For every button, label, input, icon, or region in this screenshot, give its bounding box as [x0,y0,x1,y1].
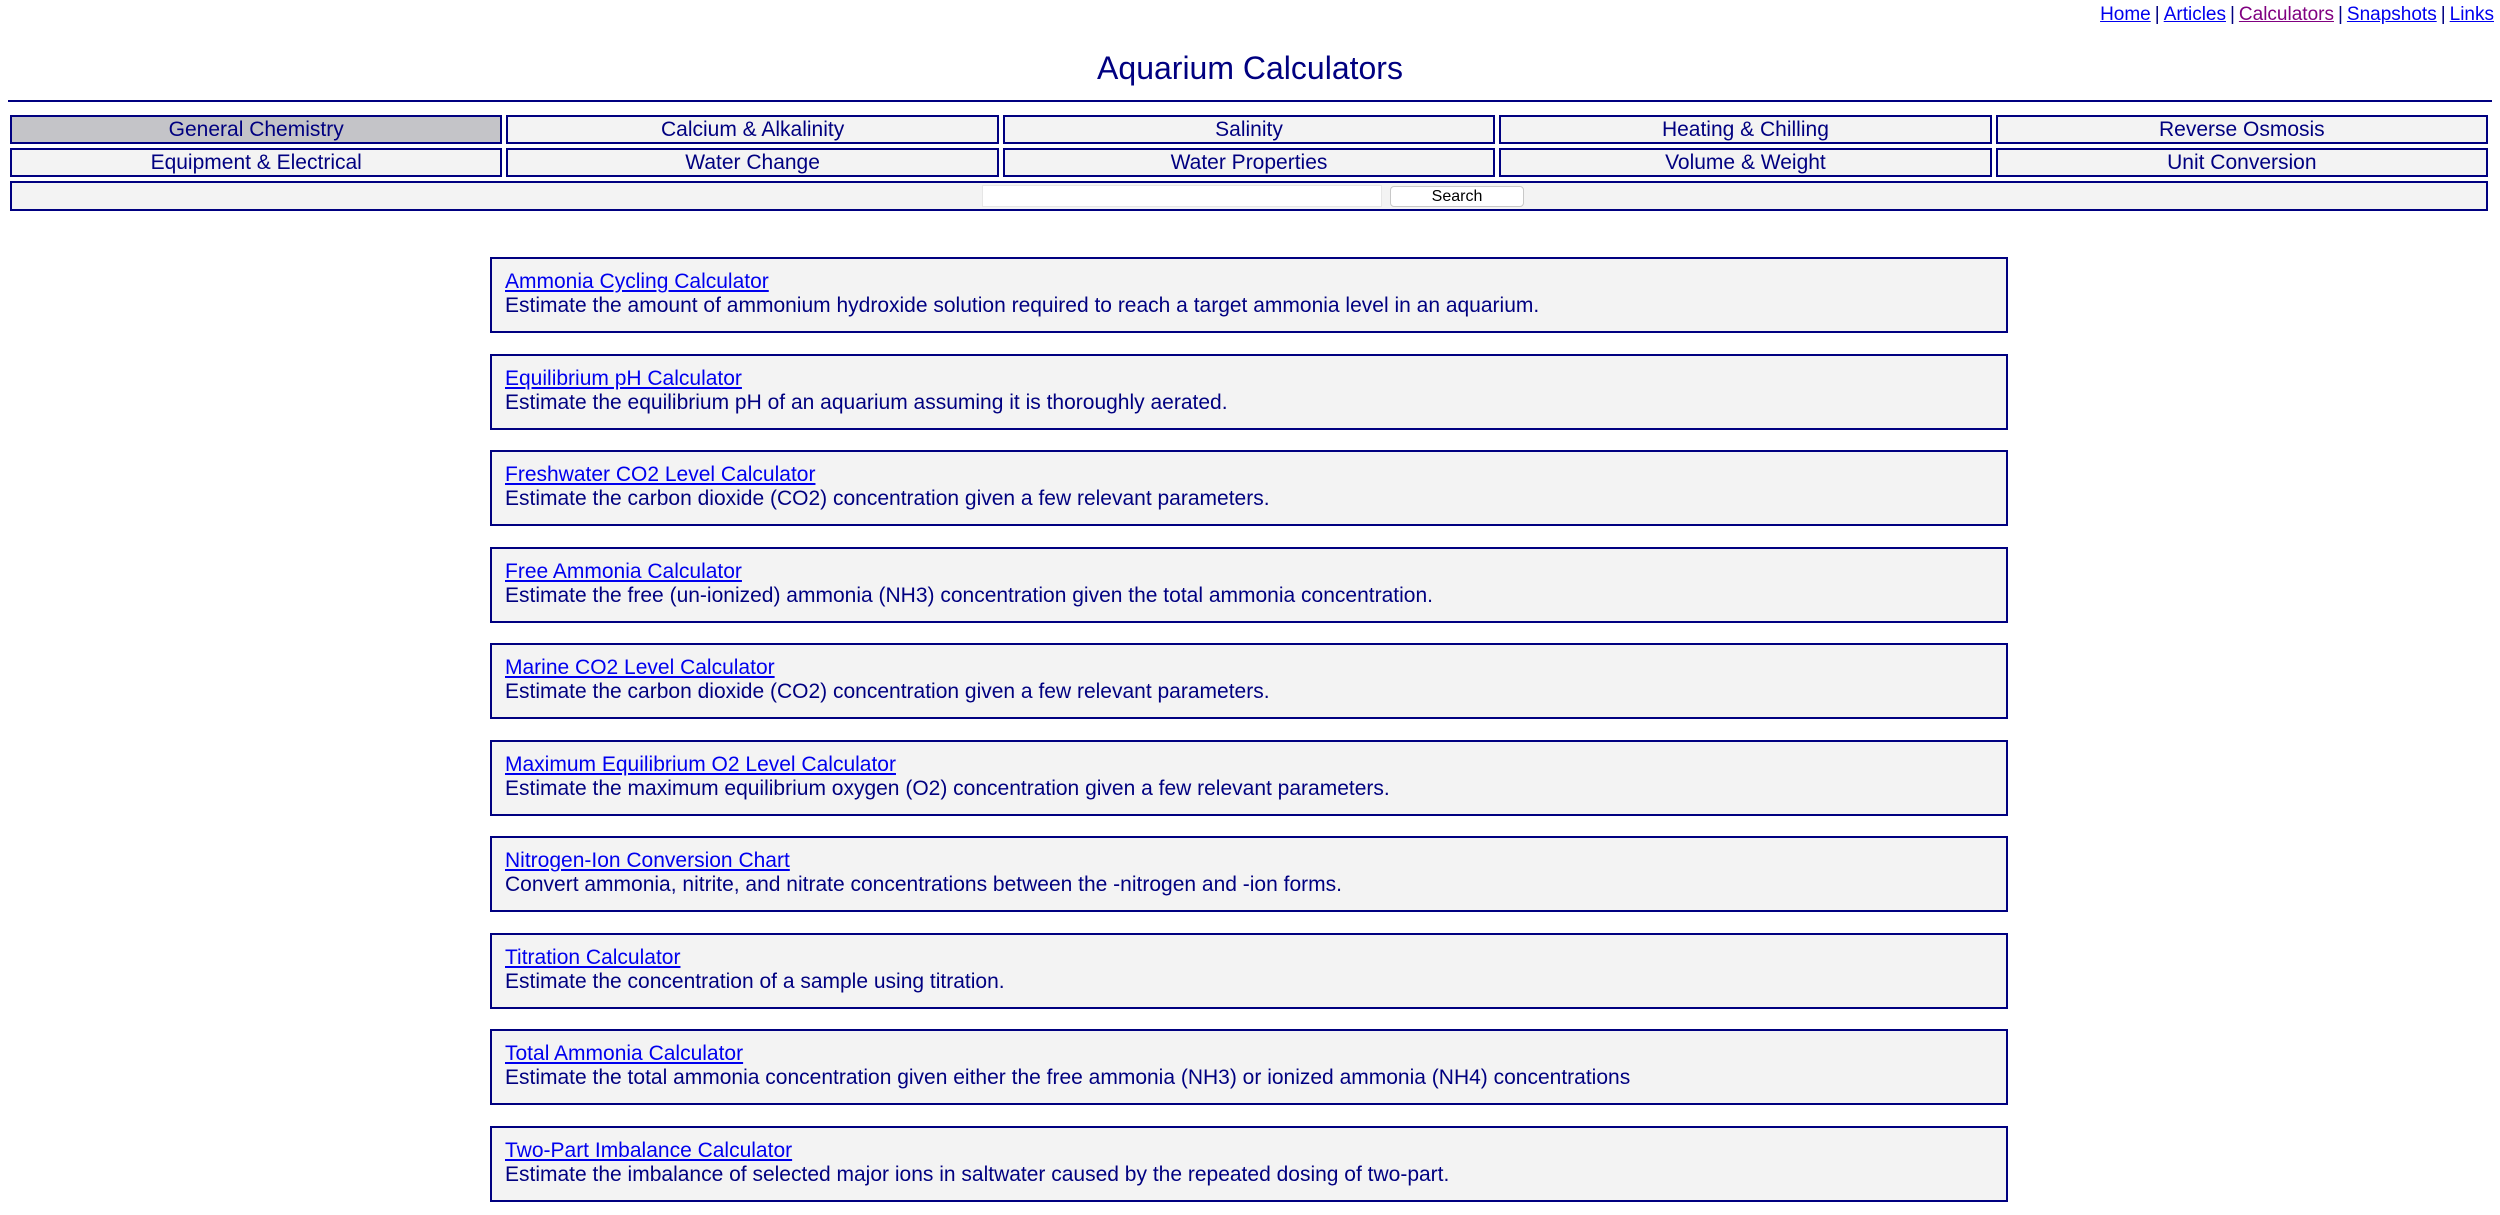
page-title: Aquarium Calculators [1097,50,1403,86]
nav-link-links[interactable]: Links [2449,4,2494,25]
category-equipment-electrical[interactable]: Equipment & Electrical [10,148,502,177]
category-water-change[interactable]: Water Change [506,148,998,177]
category-water-properties[interactable]: Water Properties [1003,148,1495,177]
nav-link-calculators[interactable]: Calculators [2238,4,2334,25]
calculator-link-total-ammonia[interactable]: Total Ammonia Calculator [505,1042,744,1065]
calculator-description: Estimate the total ammonia concentration given either the free ammonia (NH3) or ionized ammonia (NH4) concentrations [505,1066,1631,1089]
nav-link-home[interactable]: Home [2100,4,2151,25]
calculator-description: Estimate the equilibrium pH of an aquarium assuming it is thoroughly aerated. [505,390,1228,414]
calculator-list [490,257,2008,1215]
calculator-card [490,1126,2008,1202]
calculator-link-max-equilibrium-o2[interactable]: Maximum Equilibrium O2 Level Calculator [505,752,896,776]
calculator-card [490,740,2008,816]
calculator-description: Estimate the maximum equilibrium oxygen (O2) concentration given a few relevant parameters. [505,776,1390,800]
calculator-description: Estimate the free (un-ionized) ammonia (NH3) concentration given the total ammonia concentration. [505,583,1433,607]
title-divider [8,100,2492,102]
calculator-card [490,257,2008,333]
calculator-card [490,643,2008,719]
category-general-chemistry[interactable]: General Chemistry [10,115,502,144]
calculator-description: Convert ammonia, nitrite, and nitrate concentrations between the -nitrogen and -ion forms. [505,873,1342,896]
calculator-link-marine-co2[interactable]: Marine CO2 Level Calculator [505,656,775,679]
category-reverse-osmosis[interactable]: Reverse Osmosis [1996,115,2488,144]
category-row [10,148,2488,177]
calculator-link-freshwater-co2[interactable]: Freshwater CO2 Level Calculator [505,463,816,486]
category-grid [10,115,2488,211]
nav-link-articles[interactable]: Articles [2163,4,2226,25]
calculator-description: Estimate the carbon dioxide (CO2) concentration given a few relevant parameters. [505,680,1270,703]
calculator-link-nitrogen-ion-chart[interactable]: Nitrogen-Ion Conversion Chart [505,849,790,872]
category-unit-conversion[interactable]: Unit Conversion [1996,148,2488,177]
calculator-card [490,1029,2008,1105]
search-button[interactable]: Search [1390,186,1524,207]
top-navigation [2100,4,2494,26]
nav-separator: | [2337,4,2343,25]
nav-separator: | [2229,4,2235,25]
category-volume-weight[interactable]: Volume & Weight [1499,148,1991,177]
calculator-description: Estimate the carbon dioxide (CO2) concentration given a few relevant parameters. [505,487,1270,510]
category-heating-chilling[interactable]: Heating & Chilling [1499,115,1991,144]
calculator-card [490,933,2008,1009]
calculator-description: Estimate the amount of ammonium hydroxide solution required to reach a target ammonia level in an aquarium. [505,294,1540,317]
calculator-link-ammonia-cycling[interactable]: Ammonia Cycling Calculator [505,270,769,293]
calculator-description: Estimate the imbalance of selected major ions in saltwater caused by the repeated dosing of two-part. [505,1162,1450,1186]
calculator-link-titration[interactable]: Titration Calculator [505,945,681,969]
nav-separator: | [2154,4,2160,25]
category-salinity[interactable]: Salinity [1003,115,1495,144]
category-row [10,115,2488,144]
calculator-card [490,836,2008,912]
calculator-description: Estimate the concentration of a sample using titration. [505,969,1005,993]
calculator-link-equilibrium-ph[interactable]: Equilibrium pH Calculator [505,366,742,390]
calculator-link-two-part-imbalance[interactable]: Two-Part Imbalance Calculator [505,1138,793,1162]
search-input[interactable] [982,185,1382,207]
category-calcium-alkalinity[interactable]: Calcium & Alkalinity [506,115,998,144]
nav-link-snapshots[interactable]: Snapshots [2346,4,2437,25]
calculator-card [490,450,2008,526]
calculator-link-free-ammonia[interactable]: Free Ammonia Calculator [505,559,742,583]
calculator-card [490,547,2008,623]
nav-separator: | [2440,4,2446,25]
search-bar [10,181,2488,211]
calculator-card [490,354,2008,430]
